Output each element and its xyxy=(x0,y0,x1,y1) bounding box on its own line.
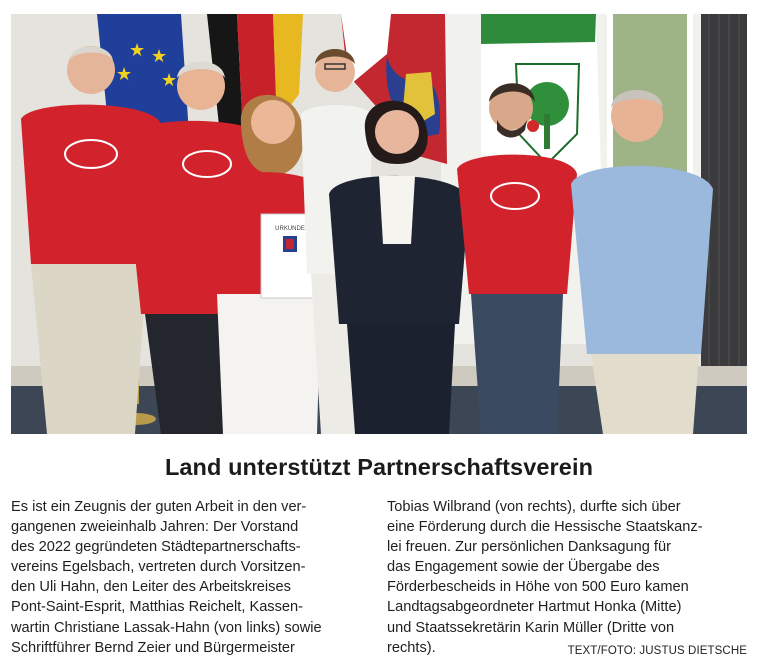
article-line: Schriftführer Bernd Zeier und Bürgermeister xyxy=(11,639,295,656)
article-line: gangenen zweieinhalb Jahren: Der Vorstand xyxy=(11,519,299,536)
article-line: wartin Christiane Lassak-Hahn (von links) sowie xyxy=(11,619,322,636)
article-photo xyxy=(11,14,747,434)
article-body-right-column xyxy=(387,497,747,658)
article-headline: Land unterstützt Partnerschaftsverein xyxy=(164,454,594,480)
article-line: Förderbescheids in Höhe von 500 Euro kamen xyxy=(387,579,689,596)
photo-credit: TEXT/FOTO: JUSTUS DIETSCHE xyxy=(567,645,747,657)
certificate-title: URKUNDE xyxy=(275,226,305,232)
article-line: das Engagement sowie der Übergabe des xyxy=(387,559,660,576)
article-line: und Staatssekretärin Karin Müller (Dritte von xyxy=(387,619,675,636)
svg-text:★: ★ xyxy=(151,46,168,67)
group-photo-illustration xyxy=(11,14,747,434)
article-line: Pont-Saint-Esprit, Matthias Reichelt, Kassen- xyxy=(11,599,303,616)
article-line: Tobias Wilbrand (von rechts), durfte sich über xyxy=(387,499,681,515)
article-line: lei freuen. Zur persönlichen Danksagung für xyxy=(387,539,671,556)
article-line: eine Förderung durch die Hessische Staatskanz- xyxy=(387,519,703,536)
article-line: vereins Egelsbach, vertreten durch Vorsitzen- xyxy=(11,559,306,576)
svg-text:★: ★ xyxy=(129,40,146,61)
article-line: den Uli Hahn, den Leiter des Arbeitskreises xyxy=(11,579,291,596)
article-body-left-column xyxy=(11,497,373,658)
svg-text:★: ★ xyxy=(116,64,133,85)
article-line: rechts). xyxy=(387,639,436,656)
article-line: des 2022 gegründeten Städtepartnerschafts- xyxy=(11,539,301,556)
article-line: Landtagsabgeordneter Hartmut Honka (Mitte) xyxy=(387,599,682,616)
article-line: Es ist ein Zeugnis der guten Arbeit in den ver- xyxy=(11,499,307,515)
svg-text:★: ★ xyxy=(161,70,178,91)
